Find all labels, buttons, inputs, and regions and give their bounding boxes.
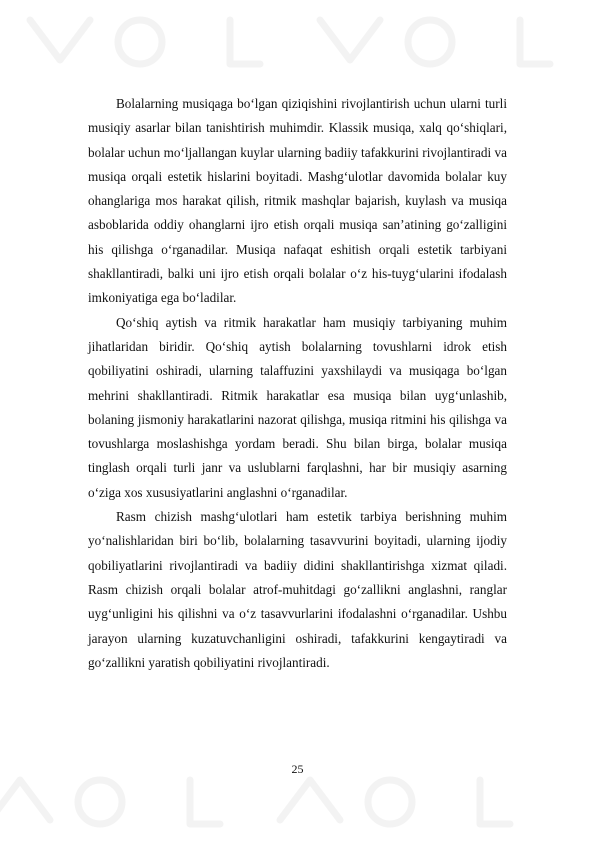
paragraph-drawing: Rasm chizish mashg‘ulotlari ham estetik tarbiya berishning muhim yo‘nalishlaridan biri bo‘lib, bolalarning tasavvurini boyitadi, ularning ijodiy qobiliyatlarini rivojlantiradi va badiiy didini shakllantirishga xizmat qiladi. Rasm chizish orqali bolalar atrof-muhitdagi go‘zallikni anglashni, ranglar uyg‘unligini his qilishni va o‘z tasavvurlarini ifodalashni o‘rganadilar. Ushbu jarayon ularning kuzatuvchanligini oshiradi, tafakkurini kengaytiradi va go‘zallikni yaratish qobiliyatini rivojlantiradi.: [88, 509, 507, 670]
document-body: [88, 92, 507, 675]
paragraph-music-interest: Bolalarning musiqaga bo‘lgan qiziqishini rivojlantirish uchun ularni turli musiqiy asarlar bilan tanishtirish muhimdir. Klassik musiqa, xalq qo‘shiqlari, bolalar uchun mo‘ljallangan kuylar ularning badiiy tafakkurini rivojlantiradi va musiqa orqali estetik hislarini boyitadi. Mashg‘ulotlar davomida bolalar kuy ohanglariga mos harakat qilish, ritmik mashqlar bajarish, kuylash va musiqa asboblarida oddiy ohanglarni ijro etish orqali musiqa san’atining go‘zalligini his qilishga o‘rganadilar. Musiqa nafaqat eshitish orqali estetik tarbiyani shakllantiradi, balki uni ijro etish orqali bolalar o‘z his-tuyg‘ularini ifodalash imkoniyatiga ega bo‘ladilar.: [88, 96, 507, 306]
paragraph-singing-rhythm: Qo‘shiq aytish va ritmik harakatlar ham musiqiy tarbiyaning muhim jihatlaridan biridir. Qo‘shiq aytish bolalarning tovushlarni idrok etish qobiliyatini oshiradi, ularning talaffuzini yaxshilaydi va musiqaga bo‘lgan mehrini shakllantiradi. Ritmik harakatlar esa musiqa bilan uyg‘unlashib, bolaning jismoniy harakatlarini nazorat qilishga, musiqa ritmini his qilishga va tovushlarga moslashishga yordam beradi. Shu bilan birga, bolalar musiqa tinglash orqali turli janr va uslublarni farqlashni, har bir musiqiy asarning o‘ziga xos xususiyatlarini anglashni o‘rganadilar.: [88, 314, 507, 500]
page-number: 25: [291, 762, 304, 776]
